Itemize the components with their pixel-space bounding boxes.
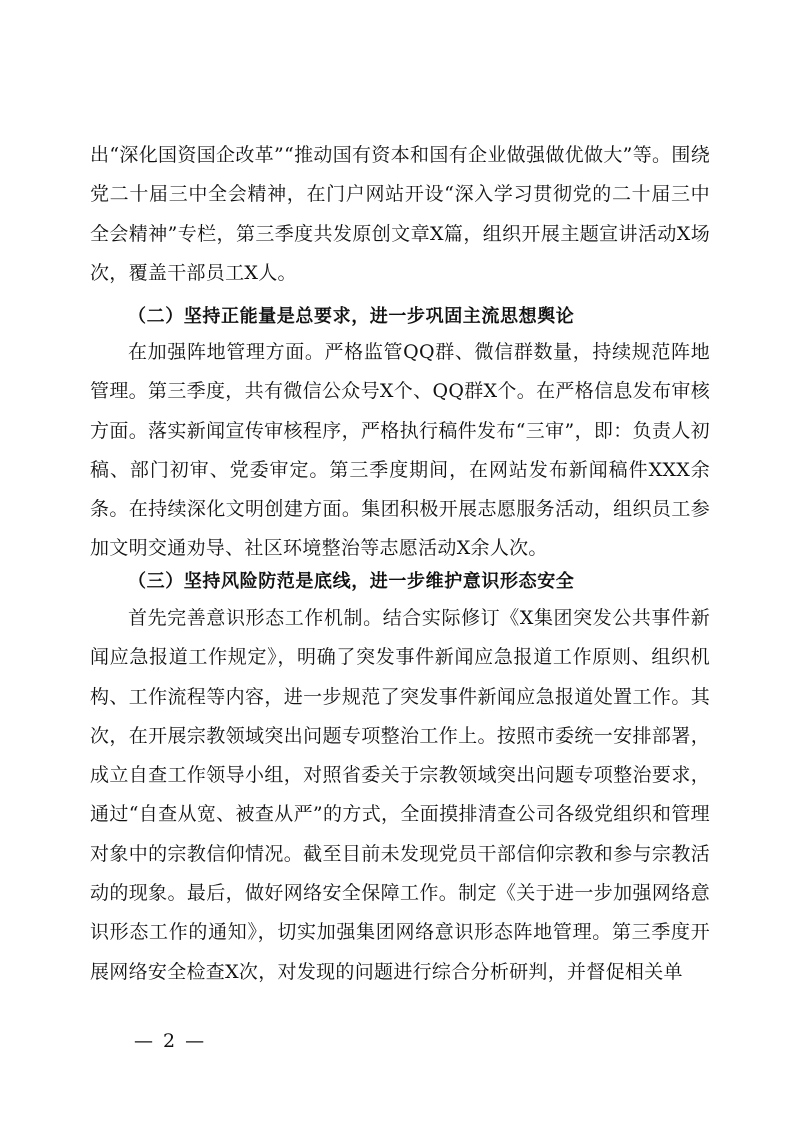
paragraph-section-3: 首先完善意识形态工作机制。结合实际修订《X集团突发公共事件新闻应急报道工作规定》，明确了突发事件新闻应急报道工作原则、组织机构、工作流程等内容，进一步规范了突发事件新闻应急报道处置工作。其次，在开展宗教领域突出问题专项整治工作上。按照市委统一安排部署，成立自查工作领导小组，对照省委关于宗教领域突出问题专项整治要求，通过“自查从宽、被查从严”的方式，全面摸排清查公司各级党组织和管理对象中的宗教信仰情况。截至目前未发现党员干部信仰宗教和参与宗教活动的现象。最后，做好网络安全保障工作。制定《关于进一步加强网络意识形态工作的通知》，切实加强集团网络意识形态阵地管理。第三季度开展网络安全检查X次，对发现的问题进行综合分析研判，并督促相关单 bbox=[90, 607, 710, 983]
paragraph-section-2: 在加强阵地管理方面。严格监管QQ群、微信群数量，持续规范阵地管理。第三季度，共有微信公众号X个、QQ群X个。在严格信息发布审核方面。落实新闻宣传审核程序，严格执行稿件发布“三审”，即：负责人初稿、部门初审、党委审定。第三季度期间，在网站发布新闻稿件XXX余条。在持续深化文明创建方面。集团积极开展志愿服务活动，组织员工参加文明交通劝导、社区环境整治等志愿活动X余人次。 bbox=[90, 341, 710, 560]
page-number: — 2 — bbox=[134, 1030, 207, 1052]
paragraph-intro: 出“深化国资国企改革”“推动国有资本和国有企业做强做优做大”等。围绕党二十届三中全会精神，在门户网站开设“深入学习贯彻党的二十届三中全会精神”专栏，第三季度共发原创文章X篇，组织开展主题宣讲活动X场次，覆盖干部员工X人。 bbox=[90, 144, 710, 284]
section-heading-2: （二）坚持正能量是总要求，进一步巩固主流思想舆论 bbox=[128, 306, 575, 327]
section-heading-3: （三）坚持风险防范是底线，进一步维护意识形态安全 bbox=[128, 571, 575, 592]
